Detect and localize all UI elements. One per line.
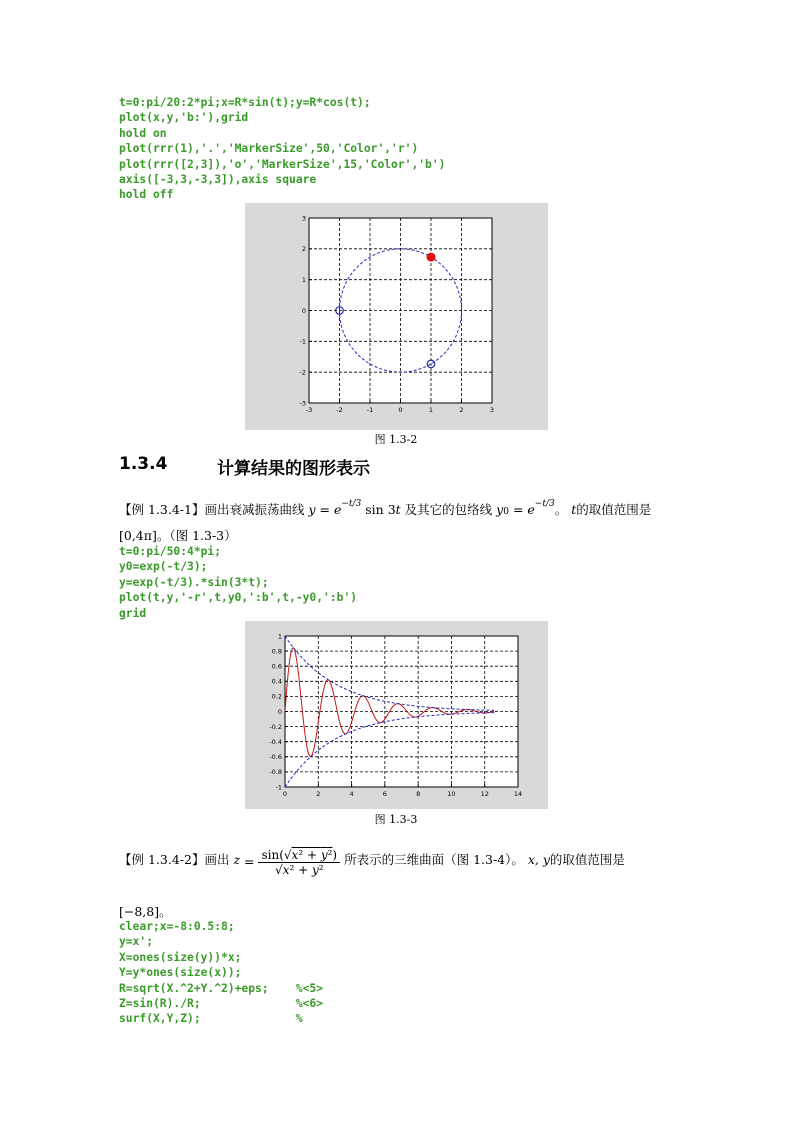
damped-oscillation-plot xyxy=(245,621,548,809)
circle-plot xyxy=(245,203,548,430)
x-tick-label: 4 xyxy=(349,790,354,798)
y-tick-label: -1 xyxy=(299,337,306,346)
example-label: 【例 1.3.4-2】 xyxy=(119,852,205,867)
y-tick-label: -0.4 xyxy=(269,738,282,746)
example-text: 及其它的包络线 xyxy=(404,502,493,517)
code-line: Z=sin(R)./R; %<6> xyxy=(119,997,324,1011)
y-tick-label: 3 xyxy=(301,214,306,223)
figure-1-3-3 xyxy=(245,621,548,809)
code-line: X=ones(size(y))*x; xyxy=(119,950,242,964)
code-line: y0=exp(-t/3); xyxy=(119,560,208,574)
example-text: 所表示的三维曲面（图 1.3-4）。 xyxy=(344,852,524,867)
x-tick-label: 6 xyxy=(382,790,387,798)
example-text: 的取值范围是 xyxy=(549,852,625,867)
y-tick-label: 2 xyxy=(301,245,306,254)
example-text: 画出 xyxy=(204,852,230,867)
section-number: 1.3.4 xyxy=(119,454,168,474)
y-tick-label: 0 xyxy=(301,306,306,315)
y-tick-label: 0.6 xyxy=(271,662,282,671)
code-line: plot(x,y,'b:'),grid xyxy=(119,111,249,125)
example-label: 【例 1.3.4-1】 xyxy=(119,502,205,517)
example-1-range: [0,4π]。（图 1.3-3） xyxy=(119,528,237,543)
y-tick-label: -1 xyxy=(275,783,282,792)
code-line: axis([-3,3,-3,3]),axis square xyxy=(119,173,317,187)
example-text: 。 xyxy=(554,502,568,517)
formula-y: y xyxy=(308,502,316,517)
x-tick-label: 2 xyxy=(316,790,321,798)
x-tick-label: 0 xyxy=(398,406,403,414)
figure-caption: 图 1.3-2 xyxy=(374,433,418,446)
code-line: plot(rrr(1),'.','MarkerSize',50,'Color','r') xyxy=(119,142,419,156)
example-2-text: 【例 1.3.4-2】画出 z = $\frac{\text{sin(√x² + y²)}}{\text{√x² + y²}}$ 所表示的三维曲面（图 1.3-4）。 x, y的取值范围是 xyxy=(119,848,625,877)
code-line: t=0:pi/20:2*pi;x=R*sin(t);y=R*cos(t); xyxy=(119,96,371,109)
y-tick-label: 0.4 xyxy=(271,677,282,686)
section-title: 计算结果的图形表示 xyxy=(217,459,370,479)
sinc-formula: $\frac{\text{sin(√x² + y²)}}{\text{√x² + y²}}$ xyxy=(258,848,340,877)
section-heading xyxy=(119,454,370,479)
code-block-3 xyxy=(119,919,323,1027)
y-tick-label: 0.2 xyxy=(271,692,282,701)
code-line: plot(t,y,'-r',t,y0,':b',t,-y0,':b') xyxy=(119,591,358,605)
code-line: y=exp(-t/3).*sin(3*t); xyxy=(119,575,269,589)
y-tick-label: -3 xyxy=(299,399,306,408)
example-1-text: 【例 1.3.4-1】画出衰减振荡曲线 $y = e^{-t/3}$ sin 3t 及其它的包络线 $y0 = e^{-t/3}$。 t的取值范围是 xyxy=(119,499,652,517)
x-tick-label: 3 xyxy=(489,406,495,414)
x-tick-label: 2 xyxy=(459,406,464,414)
x-tick-label: 0 xyxy=(282,790,288,798)
y-tick-label: -0.6 xyxy=(269,753,282,762)
x-tick-label: -3 xyxy=(305,406,313,414)
x-tick-label: -1 xyxy=(366,406,374,414)
code-line: hold off xyxy=(119,188,174,202)
code-line: surf(X,Y,Z); % xyxy=(119,1012,303,1026)
code-line: plot(rrr([2,3]),'o','MarkerSize',15,'Color','b') xyxy=(119,157,446,171)
x-tick-label: 14 xyxy=(513,790,523,798)
x-tick-label: 12 xyxy=(480,790,489,798)
x-tick-label: 10 xyxy=(447,790,456,798)
code-line: t=0:pi/50:4*pi; xyxy=(119,545,222,558)
code-line: grid xyxy=(119,606,147,620)
x-tick-label: 8 xyxy=(416,790,421,798)
figure-caption: 图 1.3-3 xyxy=(374,813,418,826)
code-block-1 xyxy=(119,95,445,203)
code-line: Y=y*ones(size(x)); xyxy=(119,966,242,980)
formula-y0: y xyxy=(496,502,504,517)
x-tick-label: 1 xyxy=(428,406,434,414)
example-text: 画出衰减振荡曲线 xyxy=(204,502,305,517)
y-tick-label: 1 xyxy=(277,632,282,641)
filled-marker xyxy=(427,253,436,262)
y-tick-label: -0.8 xyxy=(269,768,282,777)
y-tick-label: -0.2 xyxy=(269,722,282,731)
code-block-2 xyxy=(119,544,357,621)
code-line: clear;x=-8:0.5:8; xyxy=(119,920,235,933)
y-tick-label: 1 xyxy=(301,275,306,284)
code-line: y=x'; xyxy=(119,935,154,949)
figure-1-3-2 xyxy=(245,203,548,430)
code-line: hold on xyxy=(119,126,167,140)
y-tick-label: 0 xyxy=(277,707,282,716)
example-2-range: [−8,8]。 xyxy=(119,904,172,919)
y-tick-label: -2 xyxy=(299,368,306,377)
y-tick-label: 0.8 xyxy=(271,647,282,656)
example-text: 的取值范围是 xyxy=(576,502,652,517)
code-line: R=sqrt(X.^2+Y.^2)+eps; %<5> xyxy=(119,981,324,995)
x-tick-label: -2 xyxy=(336,406,343,414)
